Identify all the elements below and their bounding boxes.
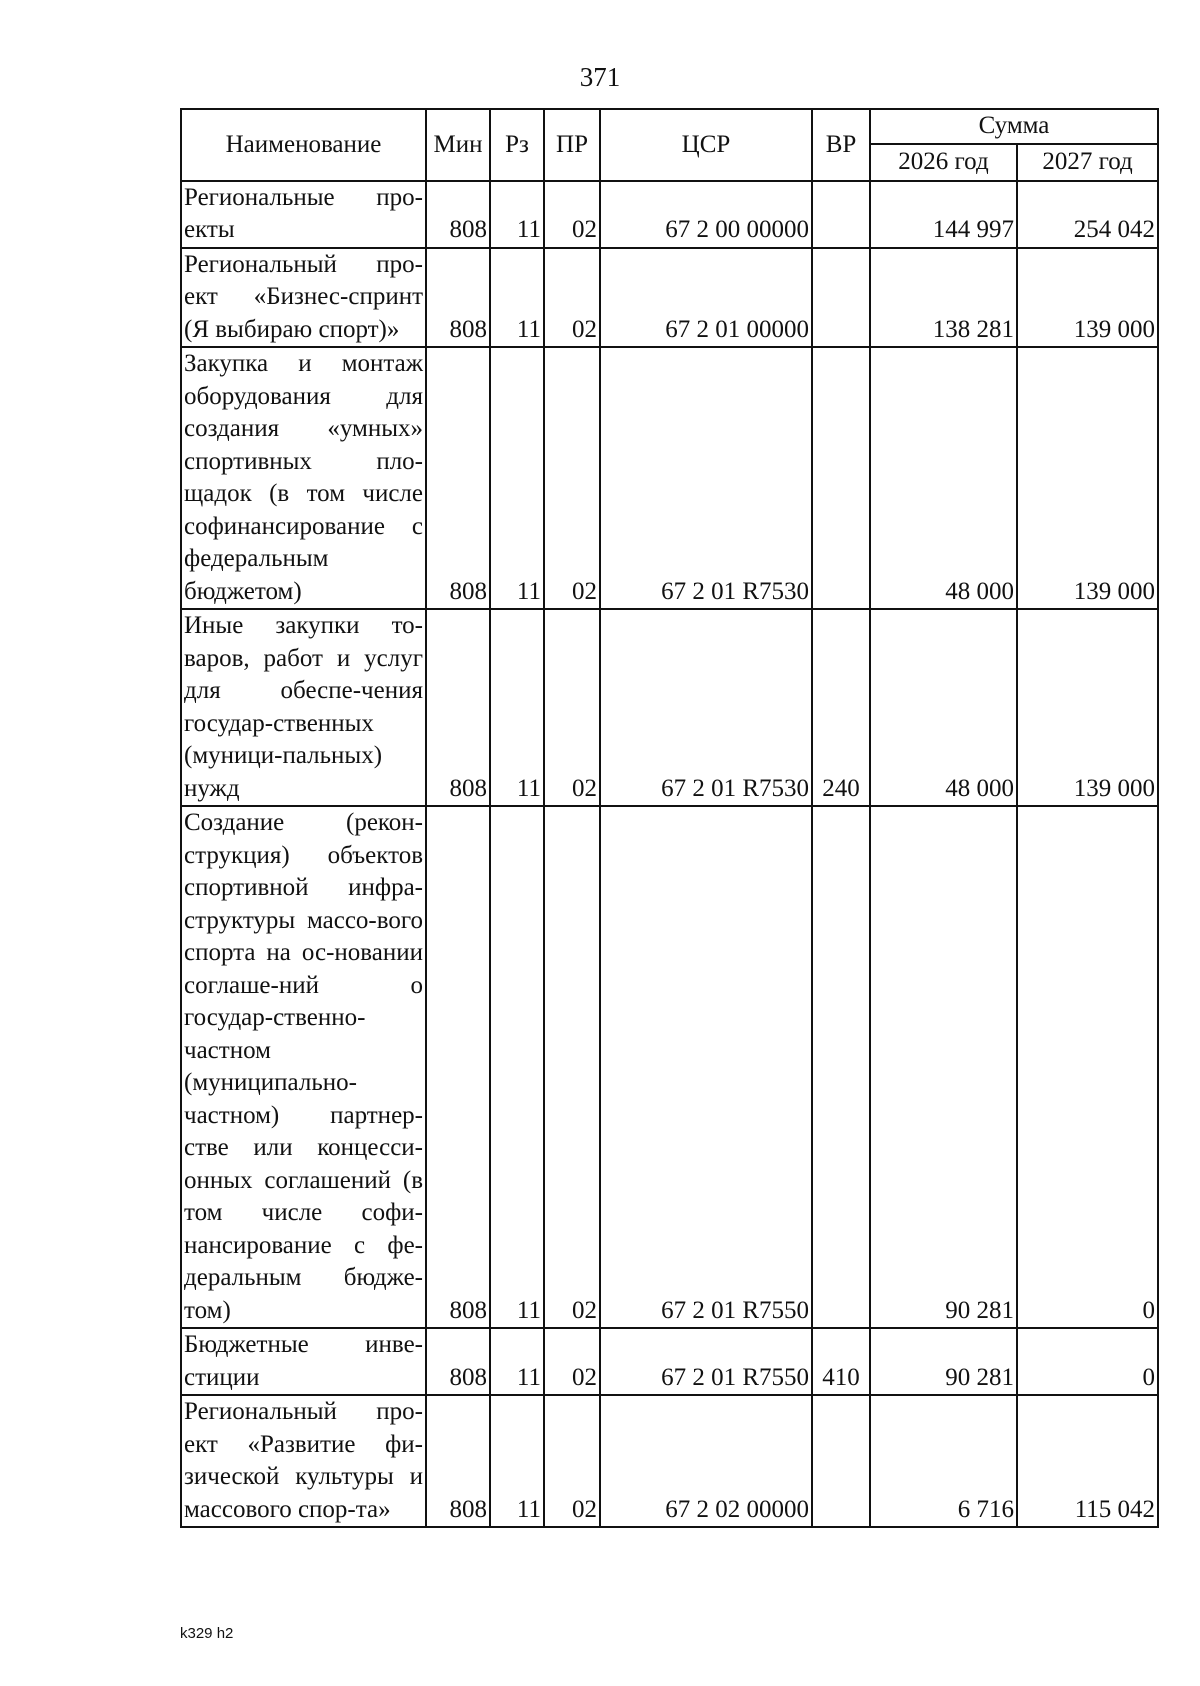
row-min: 808: [426, 806, 490, 1328]
row-name: Бюджетные инве-стиции: [181, 1328, 426, 1395]
header-csr: ЦСР: [600, 109, 812, 181]
row-csr: 67 2 01 R7530: [600, 609, 812, 806]
table-row: [181, 1395, 1158, 1527]
footer-code: k329 h2: [180, 1625, 234, 1642]
row-vr: [812, 248, 870, 348]
row-min: 808: [426, 248, 490, 348]
table-row: [181, 1328, 1158, 1395]
row-csr: 67 2 00 00000: [600, 181, 812, 248]
row-pr: 02: [544, 1328, 600, 1395]
row-vr: [812, 347, 870, 609]
row-vr: [812, 806, 870, 1328]
row-vr: [812, 181, 870, 248]
row-sum-2026: 90 281: [870, 1328, 1017, 1395]
row-rz: 11: [490, 1328, 544, 1395]
row-rz: 11: [490, 806, 544, 1328]
row-rz: 11: [490, 347, 544, 609]
row-sum-2026: 48 000: [870, 609, 1017, 806]
row-sum-2027: 0: [1017, 1328, 1158, 1395]
row-pr: 02: [544, 609, 600, 806]
row-min: 808: [426, 1328, 490, 1395]
row-name: Региональный про-ект «Развитие фи-зической культуры и массового спор-та»: [181, 1395, 426, 1527]
row-csr: 67 2 02 00000: [600, 1395, 812, 1527]
row-name: Иные закупки то-варов, работ и услуг для обеспе-чения государ-ственных (муници-пальных) нужд: [181, 609, 426, 806]
row-sum-2027: 115 042: [1017, 1395, 1158, 1527]
row-vr: 410: [812, 1328, 870, 1395]
row-rz: 11: [490, 609, 544, 806]
row-sum-2027: 0: [1017, 806, 1158, 1328]
row-vr: 240: [812, 609, 870, 806]
header-year-2027: 2027 год: [1017, 144, 1158, 181]
header-row: [181, 109, 1158, 144]
row-pr: 02: [544, 347, 600, 609]
row-name: Создание (рекон-струкция) объектов спортивной инфра-структуры массо-вого спорта на ос-новании соглаше-ний о государ-ственно-частном (муниципально-частном) партнер-стве или концесси-онных соглашений (в том числе софи-нансирование с фе-деральным бюдже-том): [181, 806, 426, 1328]
row-sum-2027: 254 042: [1017, 181, 1158, 248]
row-sum-2026: 90 281: [870, 806, 1017, 1328]
header-sum: Сумма: [870, 109, 1158, 144]
header-pr: ПР: [544, 109, 600, 181]
row-rz: 11: [490, 248, 544, 348]
row-name: Закупка и монтаж оборудования для создания «умных» спортивных пло-щадок (в том числе софинансирование с федеральным бюджетом): [181, 347, 426, 609]
row-pr: 02: [544, 806, 600, 1328]
table-row: [181, 347, 1158, 609]
row-rz: 11: [490, 181, 544, 248]
row-rz: 11: [490, 1395, 544, 1527]
row-sum-2026: 144 997: [870, 181, 1017, 248]
row-min: 808: [426, 609, 490, 806]
budget-table: [180, 108, 1159, 1528]
row-pr: 02: [544, 1395, 600, 1527]
row-name: Региональный про-ект «Бизнес-спринт (Я выбираю спорт)»: [181, 248, 426, 348]
row-sum-2026: 6 716: [870, 1395, 1017, 1527]
header-vr: ВР: [812, 109, 870, 181]
row-csr: 67 2 01 00000: [600, 248, 812, 348]
header-min: Мин: [426, 109, 490, 181]
header-rz: Рз: [490, 109, 544, 181]
row-vr: [812, 1395, 870, 1527]
row-sum-2026: 48 000: [870, 347, 1017, 609]
row-pr: 02: [544, 181, 600, 248]
row-sum-2026: 138 281: [870, 248, 1017, 348]
table-row: [181, 248, 1158, 348]
table-row: [181, 806, 1158, 1328]
header-name: Наименование: [181, 109, 426, 181]
row-csr: 67 2 01 R7550: [600, 806, 812, 1328]
row-sum-2027: 139 000: [1017, 609, 1158, 806]
header-year-2026: 2026 год: [870, 144, 1017, 181]
row-csr: 67 2 01 R7530: [600, 347, 812, 609]
table-row: [181, 181, 1158, 248]
row-name: Региональные про-екты: [181, 181, 426, 248]
row-sum-2027: 139 000: [1017, 347, 1158, 609]
table-row: [181, 609, 1158, 806]
row-min: 808: [426, 181, 490, 248]
row-min: 808: [426, 347, 490, 609]
row-min: 808: [426, 1395, 490, 1527]
row-csr: 67 2 01 R7550: [600, 1328, 812, 1395]
row-sum-2027: 139 000: [1017, 248, 1158, 348]
page-number: 371: [579, 62, 621, 92]
row-pr: 02: [544, 248, 600, 348]
